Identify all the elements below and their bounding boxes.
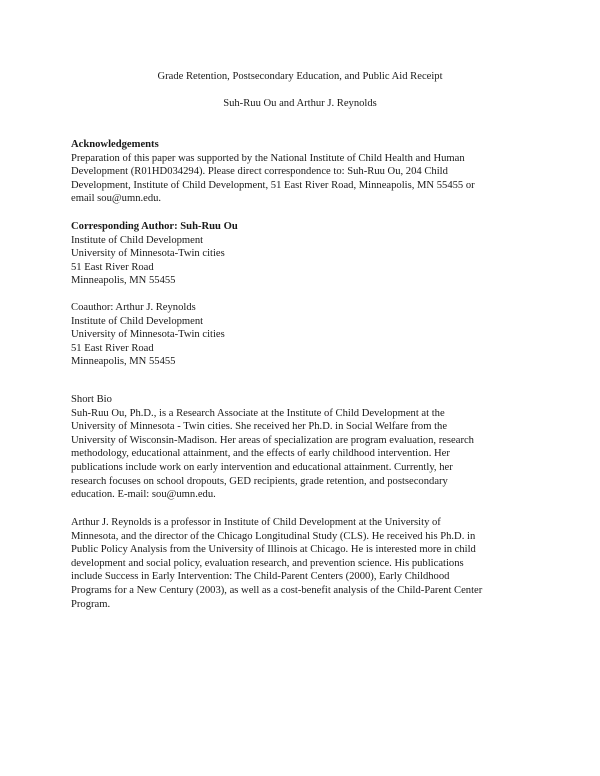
bio-line: Public Policy Analysis from the University of Illinois at Chicago. He is interested more in child bbox=[71, 544, 476, 556]
address-line: 51 East River Road bbox=[71, 342, 154, 354]
bio-line: education. E-mail: sou@umn.edu. bbox=[71, 489, 216, 501]
acknowledgements-section bbox=[71, 138, 541, 206]
acknowledgements-line: Preparation of this paper was supported by the National Institute of Child Health and Human bbox=[71, 152, 465, 164]
coauthor-heading: Coauthor: Arthur J. Reynolds bbox=[71, 302, 196, 313]
bio-line: University of Wisconsin-Madison. Her areas of specialization are program evaluation, research bbox=[71, 434, 474, 446]
address-line: Minneapolis, MN 55455 bbox=[71, 356, 176, 368]
short-bio-heading: Short Bio bbox=[71, 394, 112, 405]
acknowledgements-heading: Acknowledgements bbox=[71, 139, 159, 150]
paper-title: Grade Retention, Postsecondary Education, and Public Aid Receipt bbox=[157, 71, 443, 82]
bio-line: research focuses on school dropouts, GED recipients, grade retention, and postsecondary bbox=[71, 475, 448, 487]
address-line: Minneapolis, MN 55455 bbox=[71, 275, 176, 287]
bio-line: Program. bbox=[71, 598, 111, 610]
bio-line: University of Minnesota - Twin cities. She received her Ph.D. in Social Welfare from the bbox=[71, 421, 448, 433]
bio-line: Arthur J. Reynolds is a professor in Institute of Child Development at the University of bbox=[71, 517, 441, 528]
address-line: University of Minnesota-Twin cities bbox=[71, 248, 225, 260]
bio-line: Minnesota, and the director of the Chicago Longitudinal Study (CLS). He received his Ph.D. in bbox=[71, 530, 476, 542]
acknowledgements-line: Development, Institute of Child Development, 51 East River Road, Minneapolis, MN 55455 or bbox=[71, 179, 475, 191]
acknowledgements-line: email sou@umn.edu. bbox=[71, 193, 162, 205]
bio-line: publications include work on early intervention and educational attainment. Currently, her bbox=[71, 461, 453, 473]
bio-line: development and social policy, evaluation research, and prevention science. His publications bbox=[71, 557, 464, 569]
address-line: Institute of Child Development bbox=[71, 234, 204, 246]
corresponding-author-heading: Corresponding Author: Suh-Ruu Ou bbox=[71, 221, 238, 232]
bio-line: include Success in Early Intervention: The Child-Parent Centers (2000), Early Childhood bbox=[71, 571, 450, 583]
bio-line: methodology, educational attainment, and the effects of early childhood intervention. Her bbox=[71, 448, 450, 460]
address-line: 51 East River Road bbox=[71, 261, 154, 273]
coauthor-section bbox=[71, 301, 541, 369]
address-line: Institute of Child Development bbox=[71, 315, 204, 327]
paper-authors: Suh-Ruu Ou and Arthur J. Reynolds bbox=[223, 98, 377, 109]
short-bio-section bbox=[71, 393, 541, 502]
address-line: University of Minnesota-Twin cities bbox=[71, 329, 225, 341]
acknowledgements-line: Development (R01HD034294). Please direct correspondence to: Suh-Ruu Ou, 204 Child bbox=[71, 166, 448, 178]
bio-line: Suh-Ruu Ou, Ph.D., is a Research Associate at the Institute of Child Development at the bbox=[71, 407, 445, 419]
reynolds-bio-section bbox=[71, 516, 541, 611]
bio-line: Programs for a New Century (2003), as well as a cost-benefit analysis of the Child-Parent Center bbox=[71, 584, 483, 596]
corresponding-author-section bbox=[71, 220, 541, 288]
